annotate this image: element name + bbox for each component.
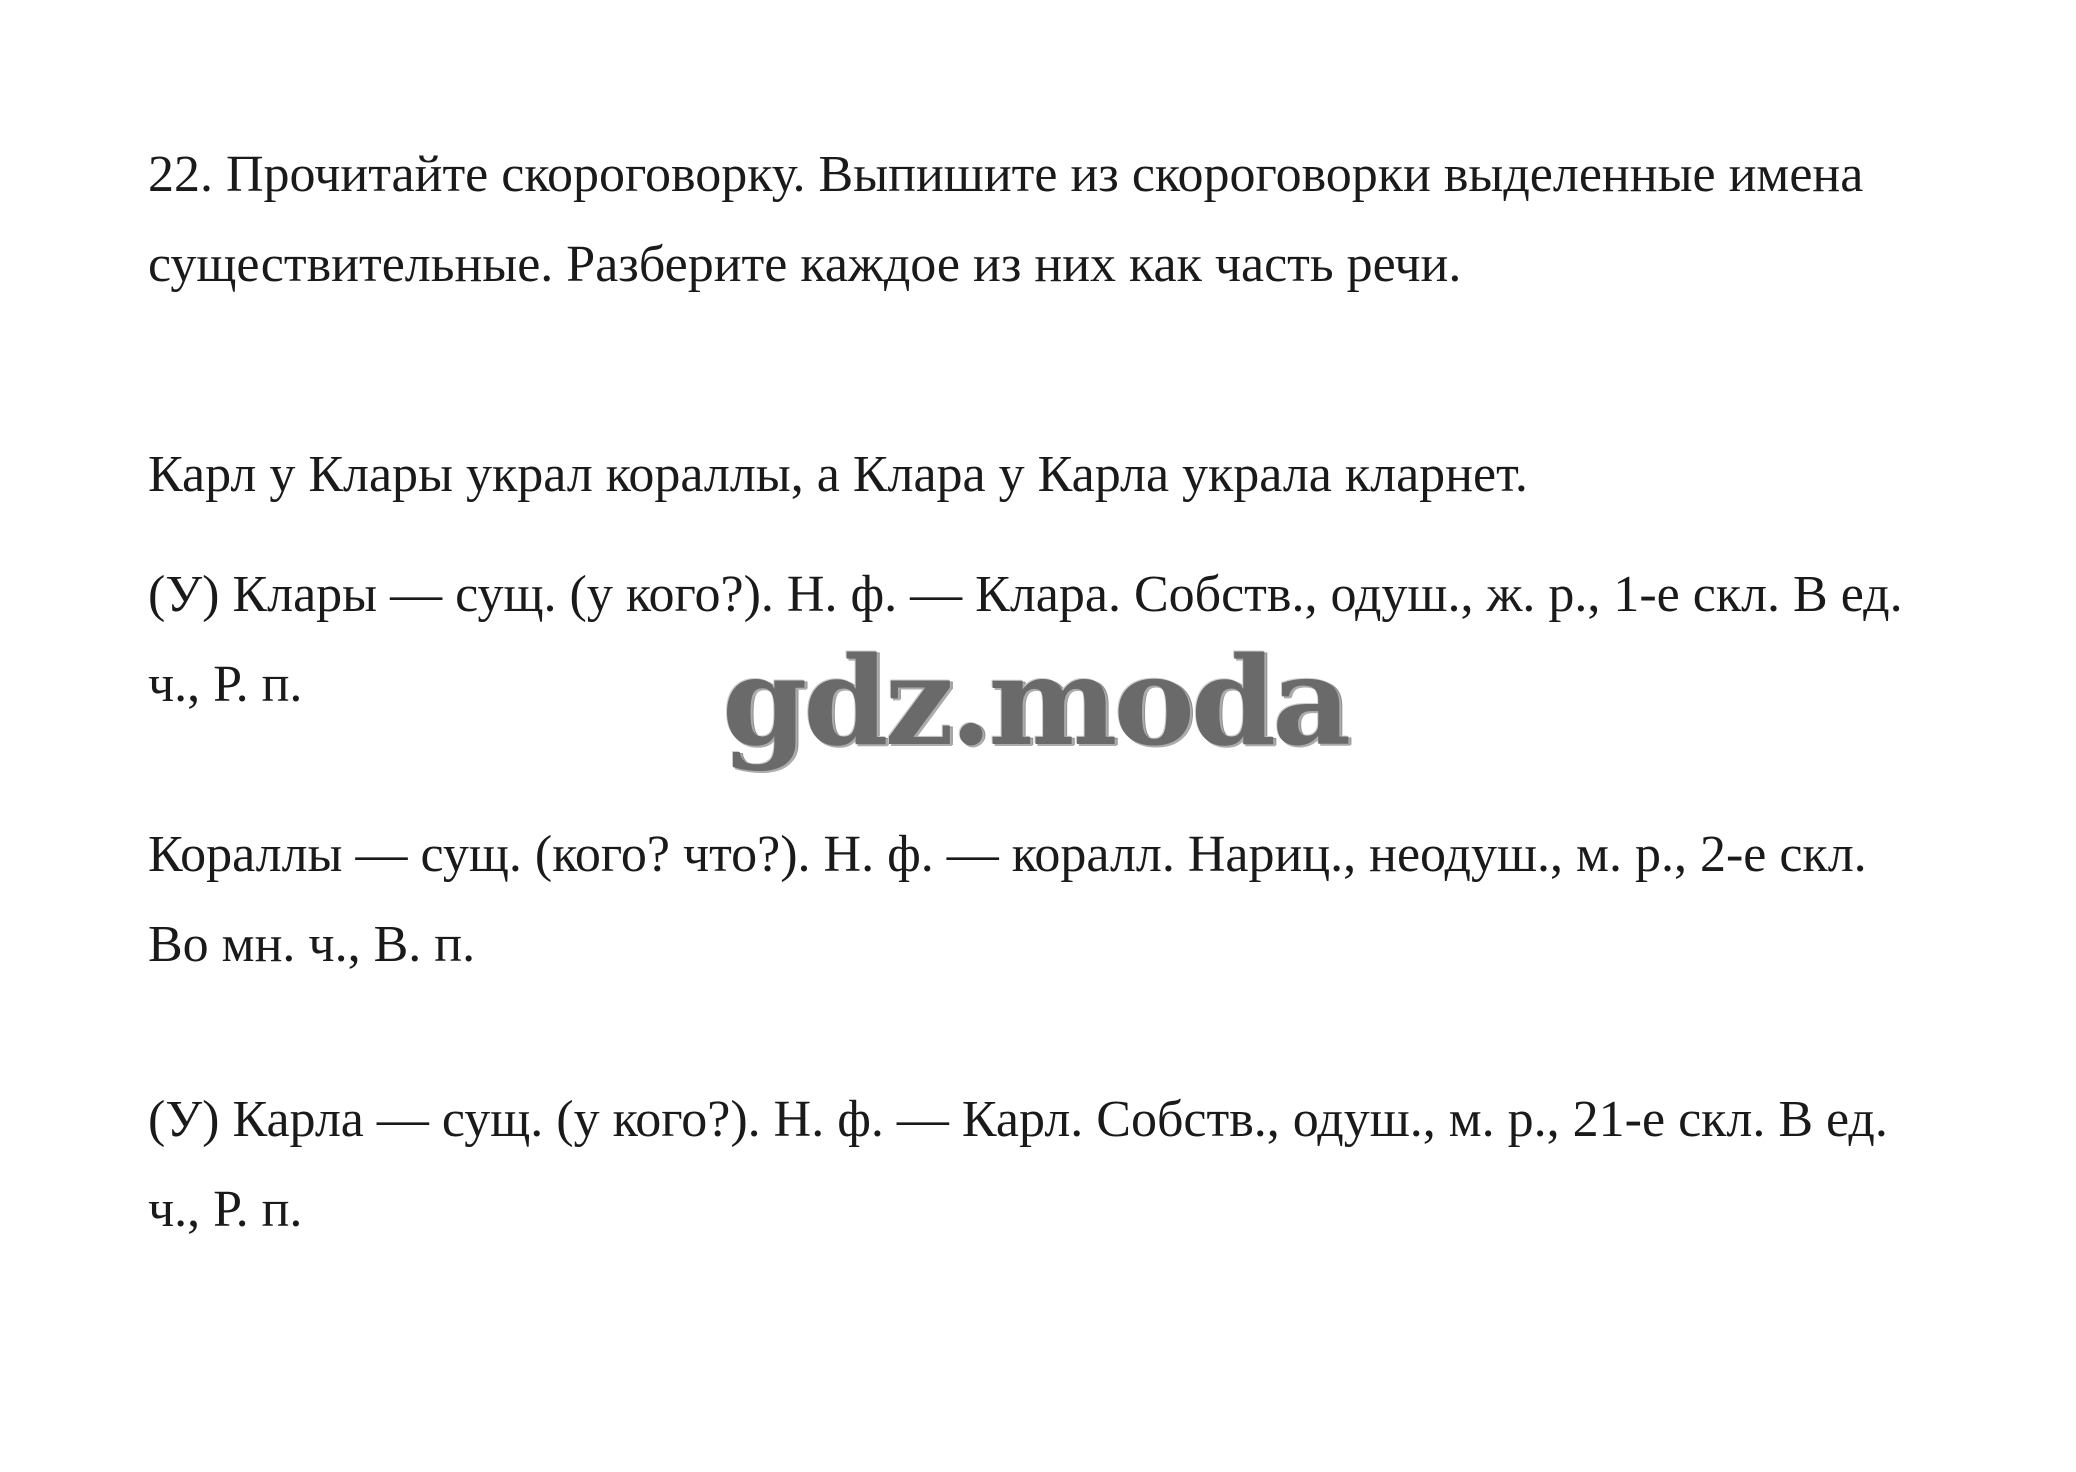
- answer-korally: Кораллы — сущ. (кого? что?). Н. ф. — коралл. Нариц., неодуш., м. р., 2-е скл. Во мн. ч., В. п.: [148, 826, 1867, 973]
- task-text: 22. Прочитайте скороговорку. Выпишите из скороговорки выделенные имена существительные. Разберите каждое из них как часть речи.: [148, 146, 1864, 293]
- answer-klary: (У) Клары — сущ. (у кого?). Н. ф. — Клара. Собств., одуш., ж. р., 1-е скл. В ед. ч., Р. п.: [148, 566, 1903, 713]
- answer-karla: (У) Карла — сущ. (у кого?). Н. ф. — Карл. Собств., одуш., м. р., 21-е скл. В ед. ч., Р. п.: [148, 1091, 1888, 1238]
- tongue-twister-text: Карл у Клары украл кораллы, а Клара у Карла украла кларнет.: [148, 446, 1528, 503]
- watermark-logo: gdz.moda: [722, 629, 1348, 773]
